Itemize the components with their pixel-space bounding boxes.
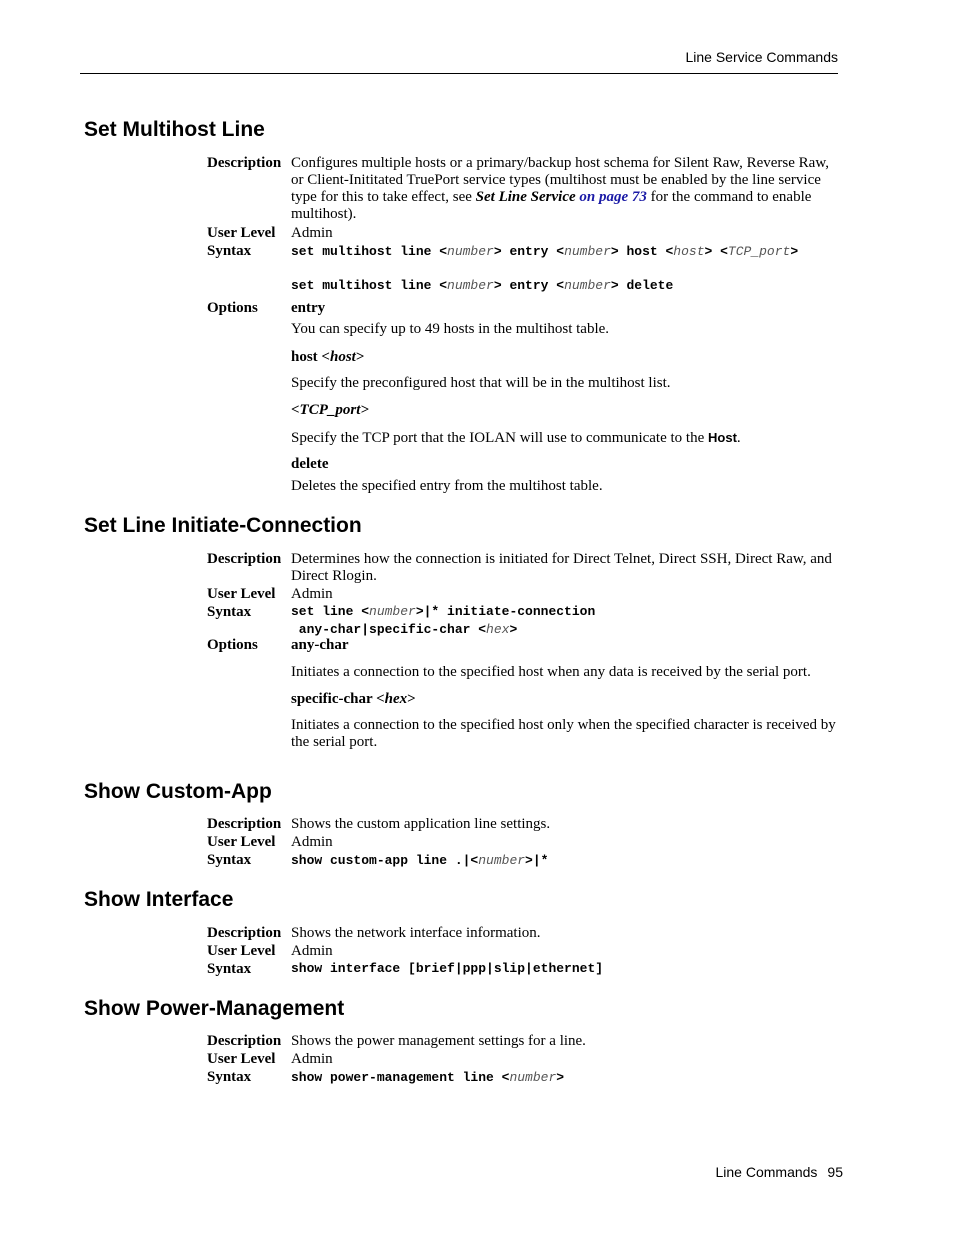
syntax-command: set line <number>|* initiate-connection <box>291 604 596 619</box>
user-level-value: Admin <box>291 943 333 959</box>
description-text: Configures multiple hosts or a primary/backup host schema for Silent Raw, Reverse Raw, or Client-Inititated TruePort service types (multihost must be enabled by the line service type for this to take effect, see Set Line Service on page 73 for the command to enable multihost). <box>291 155 829 222</box>
user-level-value: Admin <box>291 834 333 850</box>
header-rule <box>80 73 838 74</box>
syntax-label: Syntax <box>207 604 252 620</box>
syntax-command: any-char|specific-char <hex> <box>291 622 518 637</box>
syntax-command: show custom-app line .|<number>|* <box>291 853 549 868</box>
user-level-label: User Level <box>207 834 276 850</box>
user-level-value: Admin <box>291 225 333 241</box>
section-title-show-power-management: Show Power-Management <box>84 997 345 1020</box>
cross-reference-page-link[interactable]: on page 73 <box>579 189 647 205</box>
user-level-value: Admin <box>291 1051 333 1067</box>
option-description: Initiates a connection to the specified host only when the specified character is received by the serial port. <box>291 717 836 750</box>
page-footer <box>0 1164 843 1180</box>
user-level-label: User Level <box>207 586 276 602</box>
cross-reference-title[interactable]: Set Line Service <box>475 189 576 205</box>
running-header: Line Service Commands <box>685 49 838 65</box>
options-label: Options <box>207 637 258 653</box>
description-label: Description <box>207 925 282 941</box>
option-name: specific-char <hex> <box>291 691 416 707</box>
section-title-show-custom-app: Show Custom-App <box>84 780 272 803</box>
description-text: Shows the network interface information. <box>291 925 541 941</box>
user-level-value: Admin <box>291 586 333 602</box>
option-name: host <host> <box>291 349 365 365</box>
description-label: Description <box>207 816 282 832</box>
option-description: Specify the preconfigured host that will be in the multihost list. <box>291 375 671 391</box>
section-title-set-line-initiate-connection: Set Line Initiate-Connection <box>84 514 362 537</box>
section-title-set-multihost-line: Set Multihost Line <box>84 118 265 141</box>
option-name: entry <box>291 300 326 316</box>
user-level-label: User Level <box>207 1051 276 1067</box>
syntax-command: show power-management line <number> <box>291 1070 565 1085</box>
option-name: delete <box>291 456 329 472</box>
syntax-command: set multihost line <number> entry <number> delete <box>291 278 674 293</box>
section-title-show-interface: Show Interface <box>84 888 234 911</box>
footer-chapter: Line Commands <box>715 1164 818 1180</box>
option-description: Deletes the specified entry from the multihost table. <box>291 478 603 494</box>
option-name: any-char <box>291 637 349 653</box>
syntax-label: Syntax <box>207 243 252 259</box>
option-description: You can specify up to 49 hosts in the multihost table. <box>291 321 610 337</box>
user-level-label: User Level <box>207 225 276 241</box>
page-number: 95 <box>827 1164 843 1180</box>
syntax-command: set multihost line <number> entry <number> host <host> <TCP_port> <box>291 244 799 259</box>
description-label: Description <box>207 551 282 567</box>
description-text: Shows the power management settings for a line. <box>291 1033 586 1049</box>
syntax-label: Syntax <box>207 852 252 868</box>
description-label: Description <box>207 155 282 171</box>
option-name: <TCP_port> <box>291 402 369 418</box>
description-label: Description <box>207 1033 282 1049</box>
description-text: Determines how the connection is initiated for Direct Telnet, Direct SSH, Direct Raw, and Direct Rlogin. <box>291 551 832 584</box>
option-description: Initiates a connection to the specified host when any data is received by the serial port. <box>291 664 811 680</box>
user-level-label: User Level <box>207 943 276 959</box>
syntax-label: Syntax <box>207 1069 252 1085</box>
options-label: Options <box>207 300 258 316</box>
description-text: Shows the custom application line settings. <box>291 816 551 832</box>
syntax-label: Syntax <box>207 961 252 977</box>
option-description: Specify the TCP port that the IOLAN will use to communicate to the Host. <box>291 430 741 446</box>
syntax-command: show interface [brief|ppp|slip|ethernet] <box>291 961 604 976</box>
